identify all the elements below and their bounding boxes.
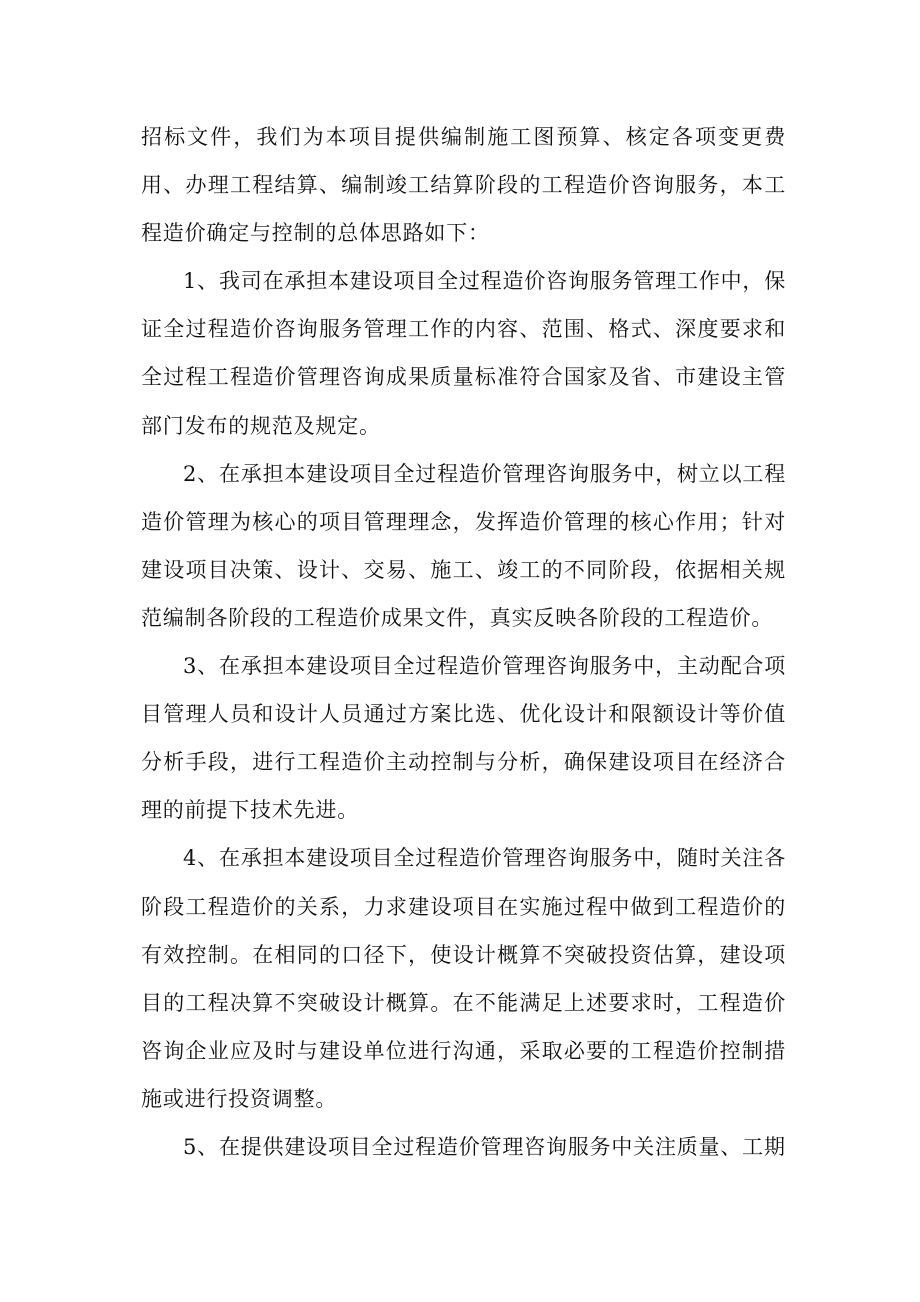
paragraph-item-1: 1、我司在承担本建设项目全过程造价咨询服务管理工作中，保证全过程造价咨询服务管理工作的内容、范围、格式、深度要求和全过程工程造价管理咨询成果质量标准符合国家及省、市建设主管部门发布的规范及规定。 <box>141 269 786 438</box>
paragraph-item-3: 3、在承担本建设项目全过程造价管理咨询服务中，主动配合项目管理人员和设计人员通过方案比选、优化设计和限额设计等价值分析手段，进行工程造价主动控制与分析，确保建设项目在经济合理的前提下技术先进。 <box>141 654 786 823</box>
paragraph-item-5: 5、在提供建设项目全过程造价管理咨询服务中关注质量、工期 <box>183 1134 786 1159</box>
paragraph-item-2: 2、在承担本建设项目全过程造价管理咨询服务中，树立以工程造价管理为核心的项目管理理念，发挥造价管理的核心作用；针对建设项目决策、设计、交易、施工、竣工的不同阶段，依据相关规范编制各阶段的工程造价成果文件，真实反映各阶段的工程造价。 <box>141 461 786 630</box>
paragraph-item-4: 4、在承担本建设项目全过程造价管理咨询服务中，随时关注各阶段工程造价的关系，力求建设项目在实施过程中做到工程造价的有效控制。在相同的口径下，使设计概算不突破投资估算，建设项目的工程决算不突破设计概算。在不能满足上述要求时，工程造价咨询企业应及时与建设单位进行沟通，采取必要的工程造价控制措施或进行投资调整。 <box>141 846 786 1111</box>
document-body <box>141 113 786 1171</box>
paragraph-intro: 招标文件，我们为本项目提供编制施工图预算、核定各项变更费用、办理工程结算、编制竣工结算阶段的工程造价咨询服务，本工程造价确定与控制的总体思路如下： <box>141 125 786 246</box>
